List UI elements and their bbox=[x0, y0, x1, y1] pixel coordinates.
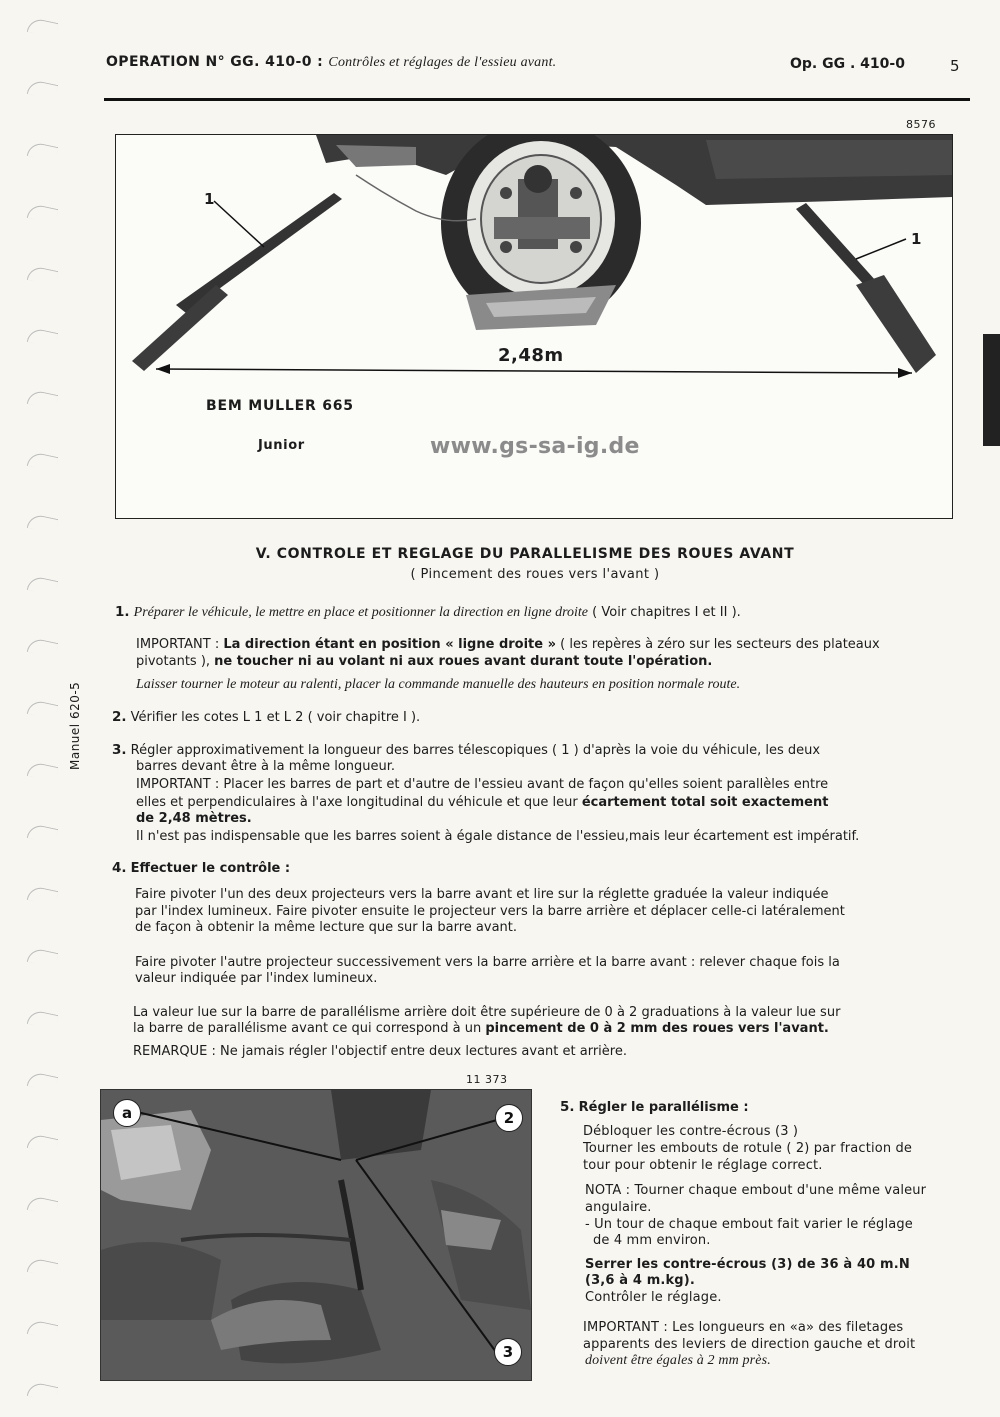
figure1-title: BEM MULLER 665 bbox=[206, 398, 354, 414]
callout-3: 3 bbox=[494, 1338, 522, 1366]
step1-important-line2 bbox=[136, 654, 712, 670]
figure2-illustration bbox=[101, 1090, 531, 1380]
step5-important1: IMPORTANT : Les longueurs en «a» des filetages bbox=[583, 1320, 904, 1335]
binder-margin-marks bbox=[28, 20, 58, 1410]
step3-number: 3. bbox=[112, 742, 127, 758]
figure2-photo bbox=[100, 1089, 532, 1381]
step5-nota2: angulaire. bbox=[585, 1200, 652, 1215]
step1-important-line2-text: pivotants ), bbox=[136, 654, 215, 669]
step5-title-line bbox=[560, 1099, 749, 1116]
figure1-callout-left: 1 bbox=[204, 190, 215, 208]
step4-p1-line2: par l'index lumineux. Faire pivoter ensuite le projecteur vers la barre arrière et déplacer celle-ci latéralement bbox=[135, 904, 845, 919]
step3-line2: barres devant être à la même longueur. bbox=[136, 759, 396, 774]
page-number: 5 bbox=[950, 57, 960, 75]
step4-p2-line1: Faire pivoter l'autre projecteur successivement vers la barre arrière et la barre avant : relever chaque fois la bbox=[135, 955, 840, 970]
website-watermark: www.gs-sa-ig.de bbox=[430, 434, 640, 459]
step5-nota1: NOTA : Tourner chaque embout d'une même valeur bbox=[585, 1183, 927, 1198]
step4-p3-line2 bbox=[133, 1021, 829, 1037]
step4-p2-line2: valeur indiquée par l'index lumineux. bbox=[135, 971, 378, 986]
step1-important-bold2: ne toucher ni au volant ni aux roues avant durant toute l'opération. bbox=[214, 654, 713, 669]
step5-number: 5. bbox=[560, 1099, 575, 1115]
figure1-callout-right: 1 bbox=[911, 230, 922, 248]
operation-reference: Op. GG . 410-0 bbox=[790, 56, 905, 72]
step2-text: Vérifier les cotes L 1 et L 2 ( voir chapitre I ). bbox=[130, 710, 421, 725]
step1-italic-line2: Laisser tourner le moteur au ralenti, placer la commande manuelle des hauteurs en position normale route. bbox=[136, 677, 741, 692]
step1-important-bold1: La direction étant en position « ligne droite » bbox=[223, 637, 557, 652]
step1-important-normal1: ( les repères à zéro sur les secteurs des plateaux bbox=[556, 637, 880, 652]
step4-p1-line3: de façon à obtenir la même lecture que sur la barre avant. bbox=[135, 920, 518, 935]
step1-important-label: IMPORTANT : bbox=[136, 637, 224, 652]
section-subtitle: ( Pincement des roues vers l'avant ) bbox=[410, 567, 660, 582]
step3-text1: Régler approximativement la longueur des barres télescopiques ( 1 ) d'après la voie du véhicule, les deux bbox=[130, 743, 821, 758]
step5-title: Régler le parallélisme : bbox=[578, 1100, 749, 1115]
step3-line1 bbox=[112, 742, 820, 759]
figure2-number: 11 373 bbox=[466, 1073, 508, 1086]
step4-remark: REMARQUE : Ne jamais régler l'objectif entre deux lectures avant et arrière. bbox=[133, 1044, 627, 1059]
step1-line bbox=[115, 604, 741, 621]
step3-line6: Il n'est pas indispensable que les barres soient à égale distance de l'essieu,mais leur écartement est impératif. bbox=[136, 829, 860, 844]
section-title: V. CONTROLE ET REGLAGE DU PARALLELISME DES ROUES AVANT bbox=[255, 546, 795, 562]
step3-line5: de 2,48 mètres. bbox=[136, 811, 252, 826]
figure1-frame bbox=[115, 134, 953, 519]
step4-title-line bbox=[112, 860, 290, 877]
step5-check: Contrôler le réglage. bbox=[585, 1290, 722, 1305]
step1-important-line1 bbox=[136, 637, 880, 653]
step5-important2: apparents des leviers de direction gauche et droit bbox=[583, 1337, 916, 1352]
step1-italic: Préparer le véhicule, le mettre en place et positionner la direction en ligne droite bbox=[133, 605, 589, 620]
step2-line bbox=[112, 709, 420, 726]
step5-torque2: (3,6 à 4 m.kg). bbox=[585, 1273, 695, 1288]
step1-reference: ( Voir chapitres I et II ). bbox=[588, 605, 741, 620]
manual-side-label: Manuel 620-5 bbox=[68, 681, 82, 770]
operation-number: OPERATION N° GG. 410-0 : bbox=[106, 54, 324, 70]
page-header-title bbox=[106, 54, 556, 71]
figure1-number: 8576 bbox=[906, 118, 936, 131]
step3-text4: elles et perpendiculaires à l'axe longitudinal du véhicule et que leur bbox=[136, 795, 582, 810]
step4-p1-line1: Faire pivoter l'un des deux projecteurs vers la barre avant et lire sur la réglette graduée la valeur indiquée bbox=[135, 887, 829, 902]
step4-number: 4. bbox=[112, 860, 127, 876]
step4-p3-line1: La valeur lue sur la barre de parallélisme arrière doit être supérieure de 0 à 2 graduations à la valeur lue sur bbox=[133, 1005, 841, 1020]
step5-line1: Débloquer les contre-écrous (3 ) bbox=[583, 1124, 799, 1139]
figure1-subtitle: Junior bbox=[258, 438, 305, 453]
step3-text4-bold: écartement total soit exactement bbox=[581, 795, 829, 810]
bar-spacing-dimension: 2,48m bbox=[498, 345, 564, 366]
operation-subtitle: Contrôles et réglages de l'essieu avant. bbox=[328, 55, 557, 70]
step5-important3: doivent être égales à 2 mm près. bbox=[585, 1353, 771, 1368]
step3-line4 bbox=[136, 795, 828, 811]
step5-line3: tour pour obtenir le réglage correct. bbox=[583, 1158, 823, 1173]
step5-nota4: de 4 mm environ. bbox=[593, 1233, 711, 1248]
callout-a: a bbox=[113, 1099, 141, 1127]
thumb-index-tab bbox=[983, 334, 1000, 446]
step5-torque1: Serrer les contre-écrous (3) de 36 à 40 m.N bbox=[585, 1257, 910, 1272]
callout-2: 2 bbox=[495, 1104, 523, 1132]
step3-line3: IMPORTANT : Placer les barres de part et d'autre de l'essieu avant de façon qu'elles soient parallèles entre bbox=[136, 777, 829, 792]
figure1-illustration bbox=[116, 135, 952, 518]
step5-line2: Tourner les embouts de rotule ( 2) par fraction de bbox=[583, 1141, 913, 1156]
step2-number: 2. bbox=[112, 709, 127, 725]
step5-nota3: - Un tour de chaque embout fait varier le réglage bbox=[585, 1217, 913, 1232]
step4-p3-bold: pincement de 0 à 2 mm des roues vers l'avant. bbox=[485, 1021, 829, 1036]
step4-p3-text: la barre de parallélisme avant ce qui correspond à un bbox=[133, 1021, 486, 1036]
header-rule bbox=[104, 98, 970, 101]
step4-title: Effectuer le contrôle : bbox=[130, 861, 291, 876]
step1-number: 1. bbox=[115, 604, 130, 620]
